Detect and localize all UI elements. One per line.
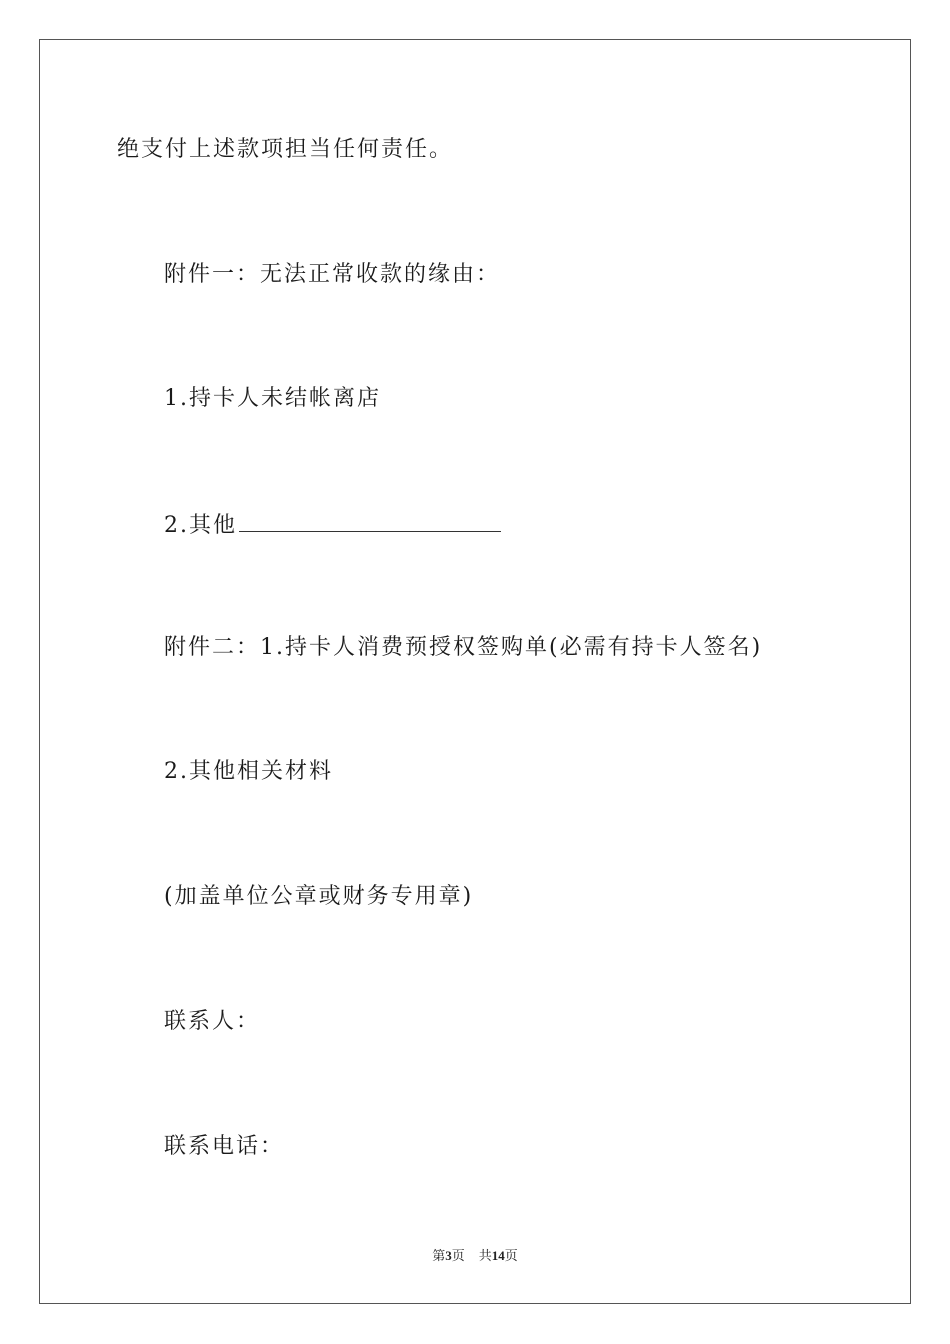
total-prefix: 共: [478, 1248, 492, 1263]
page-suffix: 页: [451, 1248, 465, 1263]
contact-phone-label: 联系电话：: [164, 1134, 285, 1159]
page-prefix: 第: [432, 1248, 446, 1263]
page-border: [39, 39, 911, 1304]
total-pages: 14: [491, 1248, 505, 1263]
attachment-two-item-1: 附件二：1.持卡人消费预授权签购单(必需有持卡人签名): [164, 635, 763, 660]
attachment-one-heading: 附件一：无法正常收款的缘由：: [164, 262, 501, 287]
page-footer: [0, 1248, 950, 1264]
reason-item-2: [164, 509, 501, 540]
seal-note: (加盖单位公章或财务专用章): [164, 884, 474, 909]
contact-person-label: 联系人：: [164, 1009, 261, 1034]
reason-item-2-label: 2.其他: [164, 513, 237, 538]
other-reason-blank-field[interactable]: [239, 509, 501, 532]
page-number: 3: [445, 1248, 452, 1263]
total-suffix: 页: [504, 1248, 518, 1263]
paragraph-continuation: 绝支付上述款项担当任何责任。: [117, 137, 454, 162]
attachment-two-item-2: 2.其他相关材料: [164, 759, 333, 784]
reason-item-1: 1.持卡人未结帐离店: [164, 386, 381, 411]
